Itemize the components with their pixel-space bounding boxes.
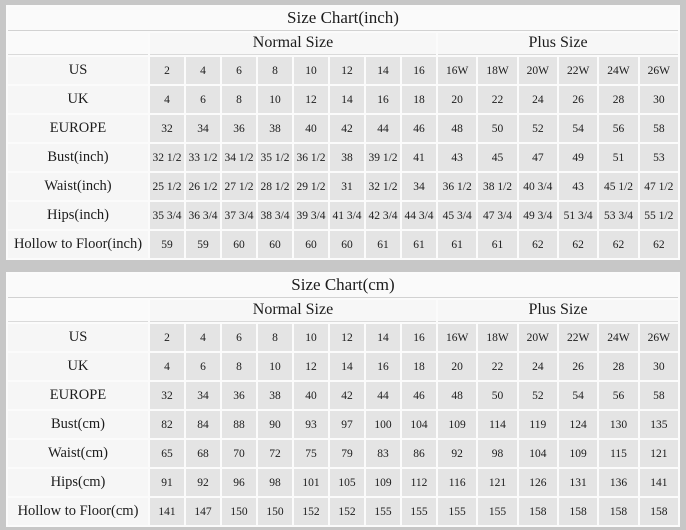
size-value-cell: 61 (402, 231, 436, 258)
size-value-cell: 8 (258, 57, 292, 84)
size-value-cell: 18W (478, 324, 516, 351)
size-value-cell: 61 (438, 231, 476, 258)
size-value-cell: 82 (150, 411, 184, 438)
size-value-cell: 24W (599, 324, 637, 351)
row-label: Hollow to Floor(inch) (8, 231, 148, 258)
size-value-cell: 62 (519, 231, 557, 258)
row-label: EUROPE (8, 382, 148, 409)
size-value-cell: 18 (402, 86, 436, 113)
size-value-cell: 101 (294, 469, 328, 496)
size-value-cell: 121 (478, 469, 516, 496)
size-value-cell: 34 1/2 (222, 144, 256, 171)
size-value-cell: 42 (330, 115, 364, 142)
size-value-cell: 56 (599, 115, 637, 142)
size-value-cell: 36 1/2 (438, 173, 476, 200)
size-value-cell: 155 (438, 498, 476, 525)
size-value-cell: 52 (519, 115, 557, 142)
size-value-cell: 32 1/2 (366, 173, 400, 200)
size-value-cell: 16 (366, 353, 400, 380)
size-value-cell: 44 3/4 (402, 202, 436, 229)
size-value-cell: 49 (559, 144, 597, 171)
table-row (8, 231, 678, 258)
size-value-cell: 46 (402, 115, 436, 142)
size-value-cell: 46 (402, 382, 436, 409)
size-value-cell: 25 1/2 (150, 173, 184, 200)
size-value-cell: 10 (294, 57, 328, 84)
size-value-cell: 45 (478, 144, 516, 171)
table-row (8, 202, 678, 229)
size-value-cell: 79 (330, 440, 364, 467)
size-value-cell: 152 (330, 498, 364, 525)
size-value-cell: 91 (150, 469, 184, 496)
size-value-cell: 29 1/2 (294, 173, 328, 200)
size-value-cell: 40 (294, 382, 328, 409)
size-value-cell: 150 (258, 498, 292, 525)
size-value-cell: 34 (186, 115, 220, 142)
row-label: Waist(inch) (8, 173, 148, 200)
corner-spacer-cell (8, 300, 148, 322)
size-value-cell: 60 (222, 231, 256, 258)
size-value-cell: 42 (330, 382, 364, 409)
size-value-cell: 62 (640, 231, 678, 258)
size-value-cell: 8 (258, 324, 292, 351)
size-value-cell: 109 (366, 469, 400, 496)
size-value-cell: 72 (258, 440, 292, 467)
size-value-cell: 18W (478, 57, 516, 84)
size-value-cell: 12 (330, 57, 364, 84)
row-label: Bust(inch) (8, 144, 148, 171)
plus-size-header: Plus Size (438, 33, 678, 55)
size-value-cell: 10 (258, 86, 292, 113)
size-value-cell: 4 (186, 324, 220, 351)
table-row (8, 115, 678, 142)
size-value-cell: 54 (559, 115, 597, 142)
size-value-cell: 116 (438, 469, 476, 496)
size-value-cell: 62 (559, 231, 597, 258)
size-value-cell: 96 (222, 469, 256, 496)
size-value-cell: 16 (366, 86, 400, 113)
size-value-cell: 10 (294, 324, 328, 351)
size-value-cell: 26 (559, 86, 597, 113)
size-value-cell: 47 1/2 (640, 173, 678, 200)
row-label: Hips(inch) (8, 202, 148, 229)
table-title-row (8, 7, 678, 31)
table-row (8, 382, 678, 409)
size-value-cell: 60 (330, 231, 364, 258)
size-value-cell: 61 (366, 231, 400, 258)
size-value-cell: 28 (599, 86, 637, 113)
size-value-cell: 39 1/2 (366, 144, 400, 171)
size-value-cell: 4 (150, 86, 184, 113)
size-value-cell: 53 (640, 144, 678, 171)
size-value-cell: 31 (330, 173, 364, 200)
table-row (8, 324, 678, 351)
size-value-cell: 43 (438, 144, 476, 171)
size-value-cell: 114 (478, 411, 516, 438)
size-value-cell: 34 (186, 382, 220, 409)
size-value-cell: 20 (438, 353, 476, 380)
size-value-cell: 55 1/2 (640, 202, 678, 229)
size-value-cell: 92 (438, 440, 476, 467)
size-value-cell: 26 1/2 (186, 173, 220, 200)
size-value-cell: 131 (559, 469, 597, 496)
size-value-cell: 48 (438, 115, 476, 142)
size-value-cell: 126 (519, 469, 557, 496)
size-value-cell: 97 (330, 411, 364, 438)
table-row (8, 353, 678, 380)
size-value-cell: 12 (294, 86, 328, 113)
size-value-cell: 93 (294, 411, 328, 438)
corner-spacer-cell (8, 33, 148, 55)
size-value-cell: 22 (478, 86, 516, 113)
row-label: Hollow to Floor(cm) (8, 498, 148, 525)
size-value-cell: 141 (640, 469, 678, 496)
table-row (8, 57, 678, 84)
size-value-cell: 34 (402, 173, 436, 200)
size-value-cell: 56 (599, 382, 637, 409)
size-value-cell: 2 (150, 324, 184, 351)
table-title: Size Chart(inch) (8, 7, 678, 31)
size-value-cell: 6 (222, 324, 256, 351)
size-value-cell: 38 1/2 (478, 173, 516, 200)
size-value-cell: 112 (402, 469, 436, 496)
size-value-cell: 109 (438, 411, 476, 438)
size-value-cell: 155 (478, 498, 516, 525)
size-value-cell: 98 (258, 469, 292, 496)
size-value-cell: 18 (402, 353, 436, 380)
table-row (8, 440, 678, 467)
size-value-cell: 83 (366, 440, 400, 467)
size-value-cell: 35 1/2 (258, 144, 292, 171)
size-value-cell: 44 (366, 115, 400, 142)
row-label: UK (8, 86, 148, 113)
size-value-cell: 124 (559, 411, 597, 438)
table-row (8, 173, 678, 200)
size-value-cell: 37 3/4 (222, 202, 256, 229)
size-value-cell: 30 (640, 353, 678, 380)
size-value-cell: 36 (222, 115, 256, 142)
size-value-cell: 14 (330, 86, 364, 113)
size-value-cell: 24 (519, 86, 557, 113)
size-value-cell: 70 (222, 440, 256, 467)
size-value-cell: 6 (186, 353, 220, 380)
row-label: Waist(cm) (8, 440, 148, 467)
size-value-cell: 158 (599, 498, 637, 525)
size-value-cell: 45 1/2 (599, 173, 637, 200)
size-value-cell: 32 1/2 (150, 144, 184, 171)
group-header-row (8, 300, 678, 322)
table-row (8, 469, 678, 496)
table-row (8, 144, 678, 171)
row-label: Bust(cm) (8, 411, 148, 438)
size-value-cell: 40 (294, 115, 328, 142)
size-value-cell: 26W (640, 57, 678, 84)
size-value-cell: 54 (559, 382, 597, 409)
size-value-cell: 27 1/2 (222, 173, 256, 200)
size-value-cell: 12 (330, 324, 364, 351)
size-value-cell: 43 (559, 173, 597, 200)
size-value-cell: 98 (478, 440, 516, 467)
size-value-cell: 141 (150, 498, 184, 525)
size-value-cell: 36 1/2 (294, 144, 328, 171)
normal-size-header: Normal Size (150, 33, 436, 55)
size-value-cell: 4 (186, 57, 220, 84)
size-value-cell: 115 (599, 440, 637, 467)
size-value-cell: 130 (599, 411, 637, 438)
size-value-cell: 41 3/4 (330, 202, 364, 229)
size-chart-cm-table (6, 272, 680, 527)
size-value-cell: 16 (402, 57, 436, 84)
row-label: US (8, 324, 148, 351)
size-value-cell: 12 (294, 353, 328, 380)
table-title: Size Chart(cm) (8, 274, 678, 298)
size-value-cell: 59 (150, 231, 184, 258)
size-value-cell: 14 (366, 57, 400, 84)
size-value-cell: 51 3/4 (559, 202, 597, 229)
size-chart-inch-table (6, 5, 680, 260)
size-value-cell: 88 (222, 411, 256, 438)
size-value-cell: 50 (478, 382, 516, 409)
size-value-cell: 75 (294, 440, 328, 467)
normal-size-header: Normal Size (150, 300, 436, 322)
size-value-cell: 14 (366, 324, 400, 351)
plus-size-header: Plus Size (438, 300, 678, 322)
size-value-cell: 58 (640, 115, 678, 142)
size-value-cell: 49 3/4 (519, 202, 557, 229)
size-value-cell: 45 3/4 (438, 202, 476, 229)
size-value-cell: 22W (559, 324, 597, 351)
size-value-cell: 20W (519, 57, 557, 84)
size-value-cell: 47 3/4 (478, 202, 516, 229)
size-value-cell: 8 (222, 353, 256, 380)
size-value-cell: 152 (294, 498, 328, 525)
size-value-cell: 121 (640, 440, 678, 467)
size-value-cell: 8 (222, 86, 256, 113)
size-value-cell: 30 (640, 86, 678, 113)
size-value-cell: 38 (330, 144, 364, 171)
size-value-cell: 14 (330, 353, 364, 380)
size-value-cell: 51 (599, 144, 637, 171)
size-value-cell: 38 (258, 115, 292, 142)
size-value-cell: 135 (640, 411, 678, 438)
size-value-cell: 26W (640, 324, 678, 351)
row-label: US (8, 57, 148, 84)
size-value-cell: 16W (438, 324, 476, 351)
size-value-cell: 136 (599, 469, 637, 496)
table-row (8, 498, 678, 525)
size-value-cell: 65 (150, 440, 184, 467)
size-value-cell: 35 3/4 (150, 202, 184, 229)
table-title-row (8, 274, 678, 298)
size-value-cell: 60 (294, 231, 328, 258)
size-value-cell: 38 3/4 (258, 202, 292, 229)
size-value-cell: 86 (402, 440, 436, 467)
size-value-cell: 44 (366, 382, 400, 409)
size-value-cell: 84 (186, 411, 220, 438)
size-value-cell: 4 (150, 353, 184, 380)
size-value-cell: 16 (402, 324, 436, 351)
size-value-cell: 58 (640, 382, 678, 409)
size-value-cell: 22 (478, 353, 516, 380)
size-value-cell: 104 (519, 440, 557, 467)
size-value-cell: 90 (258, 411, 292, 438)
size-value-cell: 41 (402, 144, 436, 171)
size-value-cell: 28 (599, 353, 637, 380)
size-value-cell: 105 (330, 469, 364, 496)
size-value-cell: 20W (519, 324, 557, 351)
size-value-cell: 40 3/4 (519, 173, 557, 200)
size-value-cell: 24 (519, 353, 557, 380)
table-row (8, 86, 678, 113)
size-value-cell: 158 (519, 498, 557, 525)
row-label: EUROPE (8, 115, 148, 142)
row-label: Hips(cm) (8, 469, 148, 496)
size-value-cell: 50 (478, 115, 516, 142)
size-value-cell: 155 (366, 498, 400, 525)
size-value-cell: 20 (438, 86, 476, 113)
size-value-cell: 32 (150, 382, 184, 409)
size-value-cell: 52 (519, 382, 557, 409)
size-value-cell: 158 (640, 498, 678, 525)
size-value-cell: 6 (222, 57, 256, 84)
size-value-cell: 150 (222, 498, 256, 525)
size-value-cell: 109 (559, 440, 597, 467)
size-value-cell: 104 (402, 411, 436, 438)
size-value-cell: 6 (186, 86, 220, 113)
size-value-cell: 22W (559, 57, 597, 84)
row-label: UK (8, 353, 148, 380)
size-value-cell: 2 (150, 57, 184, 84)
size-value-cell: 32 (150, 115, 184, 142)
size-value-cell: 26 (559, 353, 597, 380)
size-value-cell: 16W (438, 57, 476, 84)
size-value-cell: 38 (258, 382, 292, 409)
size-value-cell: 60 (258, 231, 292, 258)
size-value-cell: 53 3/4 (599, 202, 637, 229)
size-value-cell: 59 (186, 231, 220, 258)
size-value-cell: 119 (519, 411, 557, 438)
size-value-cell: 158 (559, 498, 597, 525)
size-value-cell: 48 (438, 382, 476, 409)
size-value-cell: 61 (478, 231, 516, 258)
size-value-cell: 36 3/4 (186, 202, 220, 229)
size-value-cell: 68 (186, 440, 220, 467)
size-value-cell: 62 (599, 231, 637, 258)
group-header-row (8, 33, 678, 55)
size-value-cell: 100 (366, 411, 400, 438)
size-value-cell: 92 (186, 469, 220, 496)
size-value-cell: 155 (402, 498, 436, 525)
size-value-cell: 42 3/4 (366, 202, 400, 229)
size-value-cell: 36 (222, 382, 256, 409)
size-value-cell: 28 1/2 (258, 173, 292, 200)
size-value-cell: 10 (258, 353, 292, 380)
size-value-cell: 24W (599, 57, 637, 84)
size-value-cell: 33 1/2 (186, 144, 220, 171)
table-row (8, 411, 678, 438)
size-value-cell: 47 (519, 144, 557, 171)
size-value-cell: 147 (186, 498, 220, 525)
size-value-cell: 39 3/4 (294, 202, 328, 229)
